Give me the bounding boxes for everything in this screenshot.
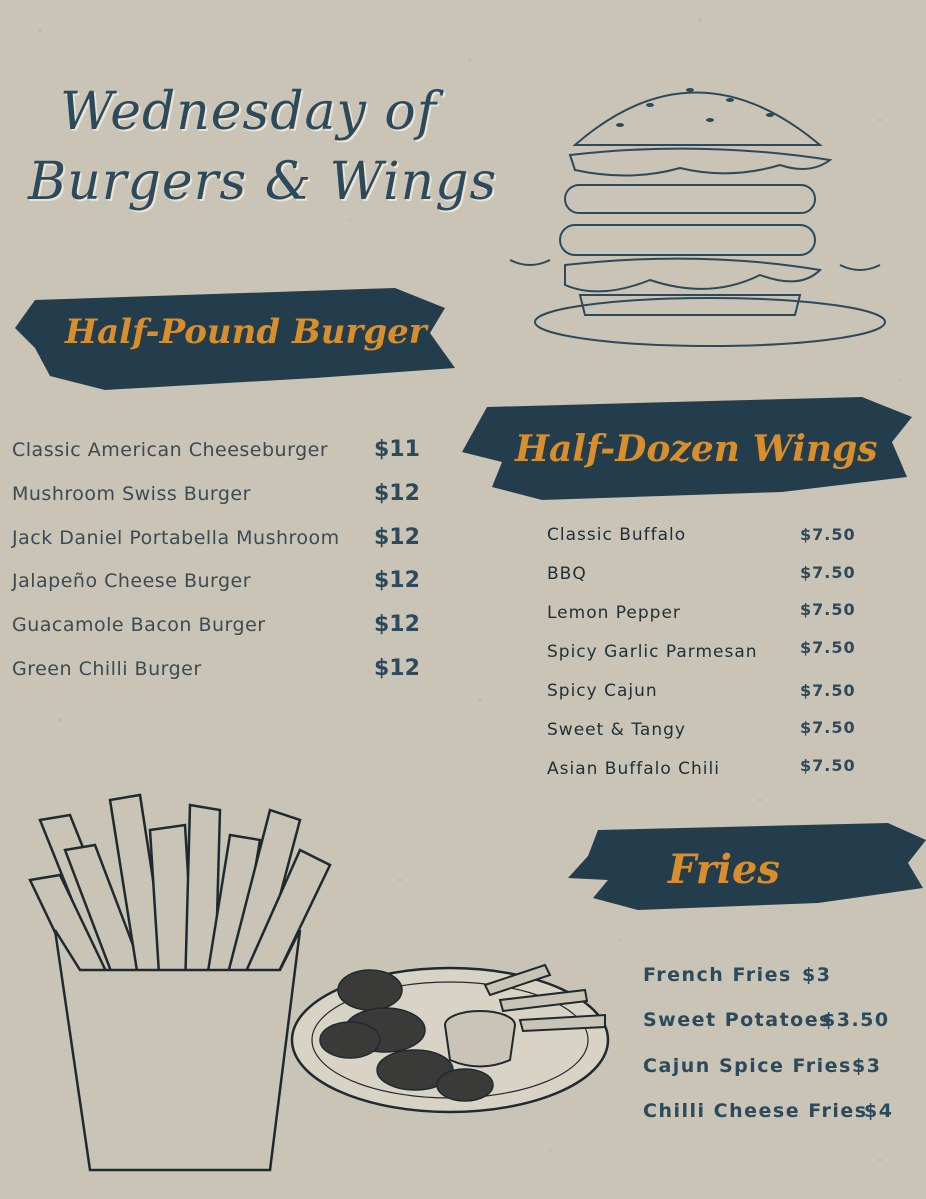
wing-item-price: $7.50 [800,525,856,544]
menu-title-line2: Burgers & Wings [28,152,498,212]
wing-item-name: Lemon Pepper [547,603,681,623]
burger-item-name: Jack Daniel Portabella Mushroom [12,527,340,549]
wing-item-price: $7.50 [800,563,856,582]
burger-illustration [480,60,900,360]
wings-heading: Half-Dozen Wings [515,428,878,470]
burger-item-name: Green Chilli Burger [12,658,202,680]
burger-item-price: $12 [374,656,420,681]
fries-item-name: Chilli Cheese Fries [643,1100,868,1122]
wing-item-price: $7.50 [800,718,856,737]
burger-item-name: Jalapeño Cheese Burger [12,570,252,592]
wing-item-price: $7.50 [800,600,856,619]
wing-item-name: BBQ [547,564,587,584]
burger-item-name: Guacamole Bacon Burger [12,614,266,636]
fries-item-name: Sweet Potatoes [643,1009,832,1031]
burger-item-price: $11 [374,437,420,462]
wings-plate-illustration [285,945,625,1125]
wing-item-name: Spicy Cajun [547,681,658,701]
wing-item-name: Spicy Garlic Parmesan [547,642,758,662]
fries-item-name: Cajun Spice Fries [643,1055,852,1077]
wing-item-price: $7.50 [800,681,856,700]
fries-item-price: $3 [802,964,832,986]
wing-item-name: Classic Buffalo [547,525,687,545]
fries-item-name: French Fries [643,964,792,986]
fries-item-price: $4 [864,1100,894,1122]
fries-heading: Fries [668,846,780,893]
wing-item-name: Sweet & Tangy [547,720,686,740]
burger-item-price: $12 [374,525,420,550]
burger-item-price: $12 [374,568,420,593]
burger-item-price: $12 [374,481,420,506]
wing-item-price: $7.50 [800,756,856,775]
burger-item-name: Mushroom Swiss Burger [12,483,251,505]
burger-item-price: $12 [374,612,420,637]
wing-item-price: $7.50 [800,638,856,657]
wing-item-name: Asian Buffalo Chili [547,759,720,779]
burger-item-name: Classic American Cheeseburger [12,439,329,461]
burger-heading: Half-Pound Burger [65,312,427,352]
menu-title-line1: Wednesday of [60,82,437,142]
fries-item-price: $3.50 [822,1009,890,1031]
fries-item-price: $3 [852,1055,882,1077]
